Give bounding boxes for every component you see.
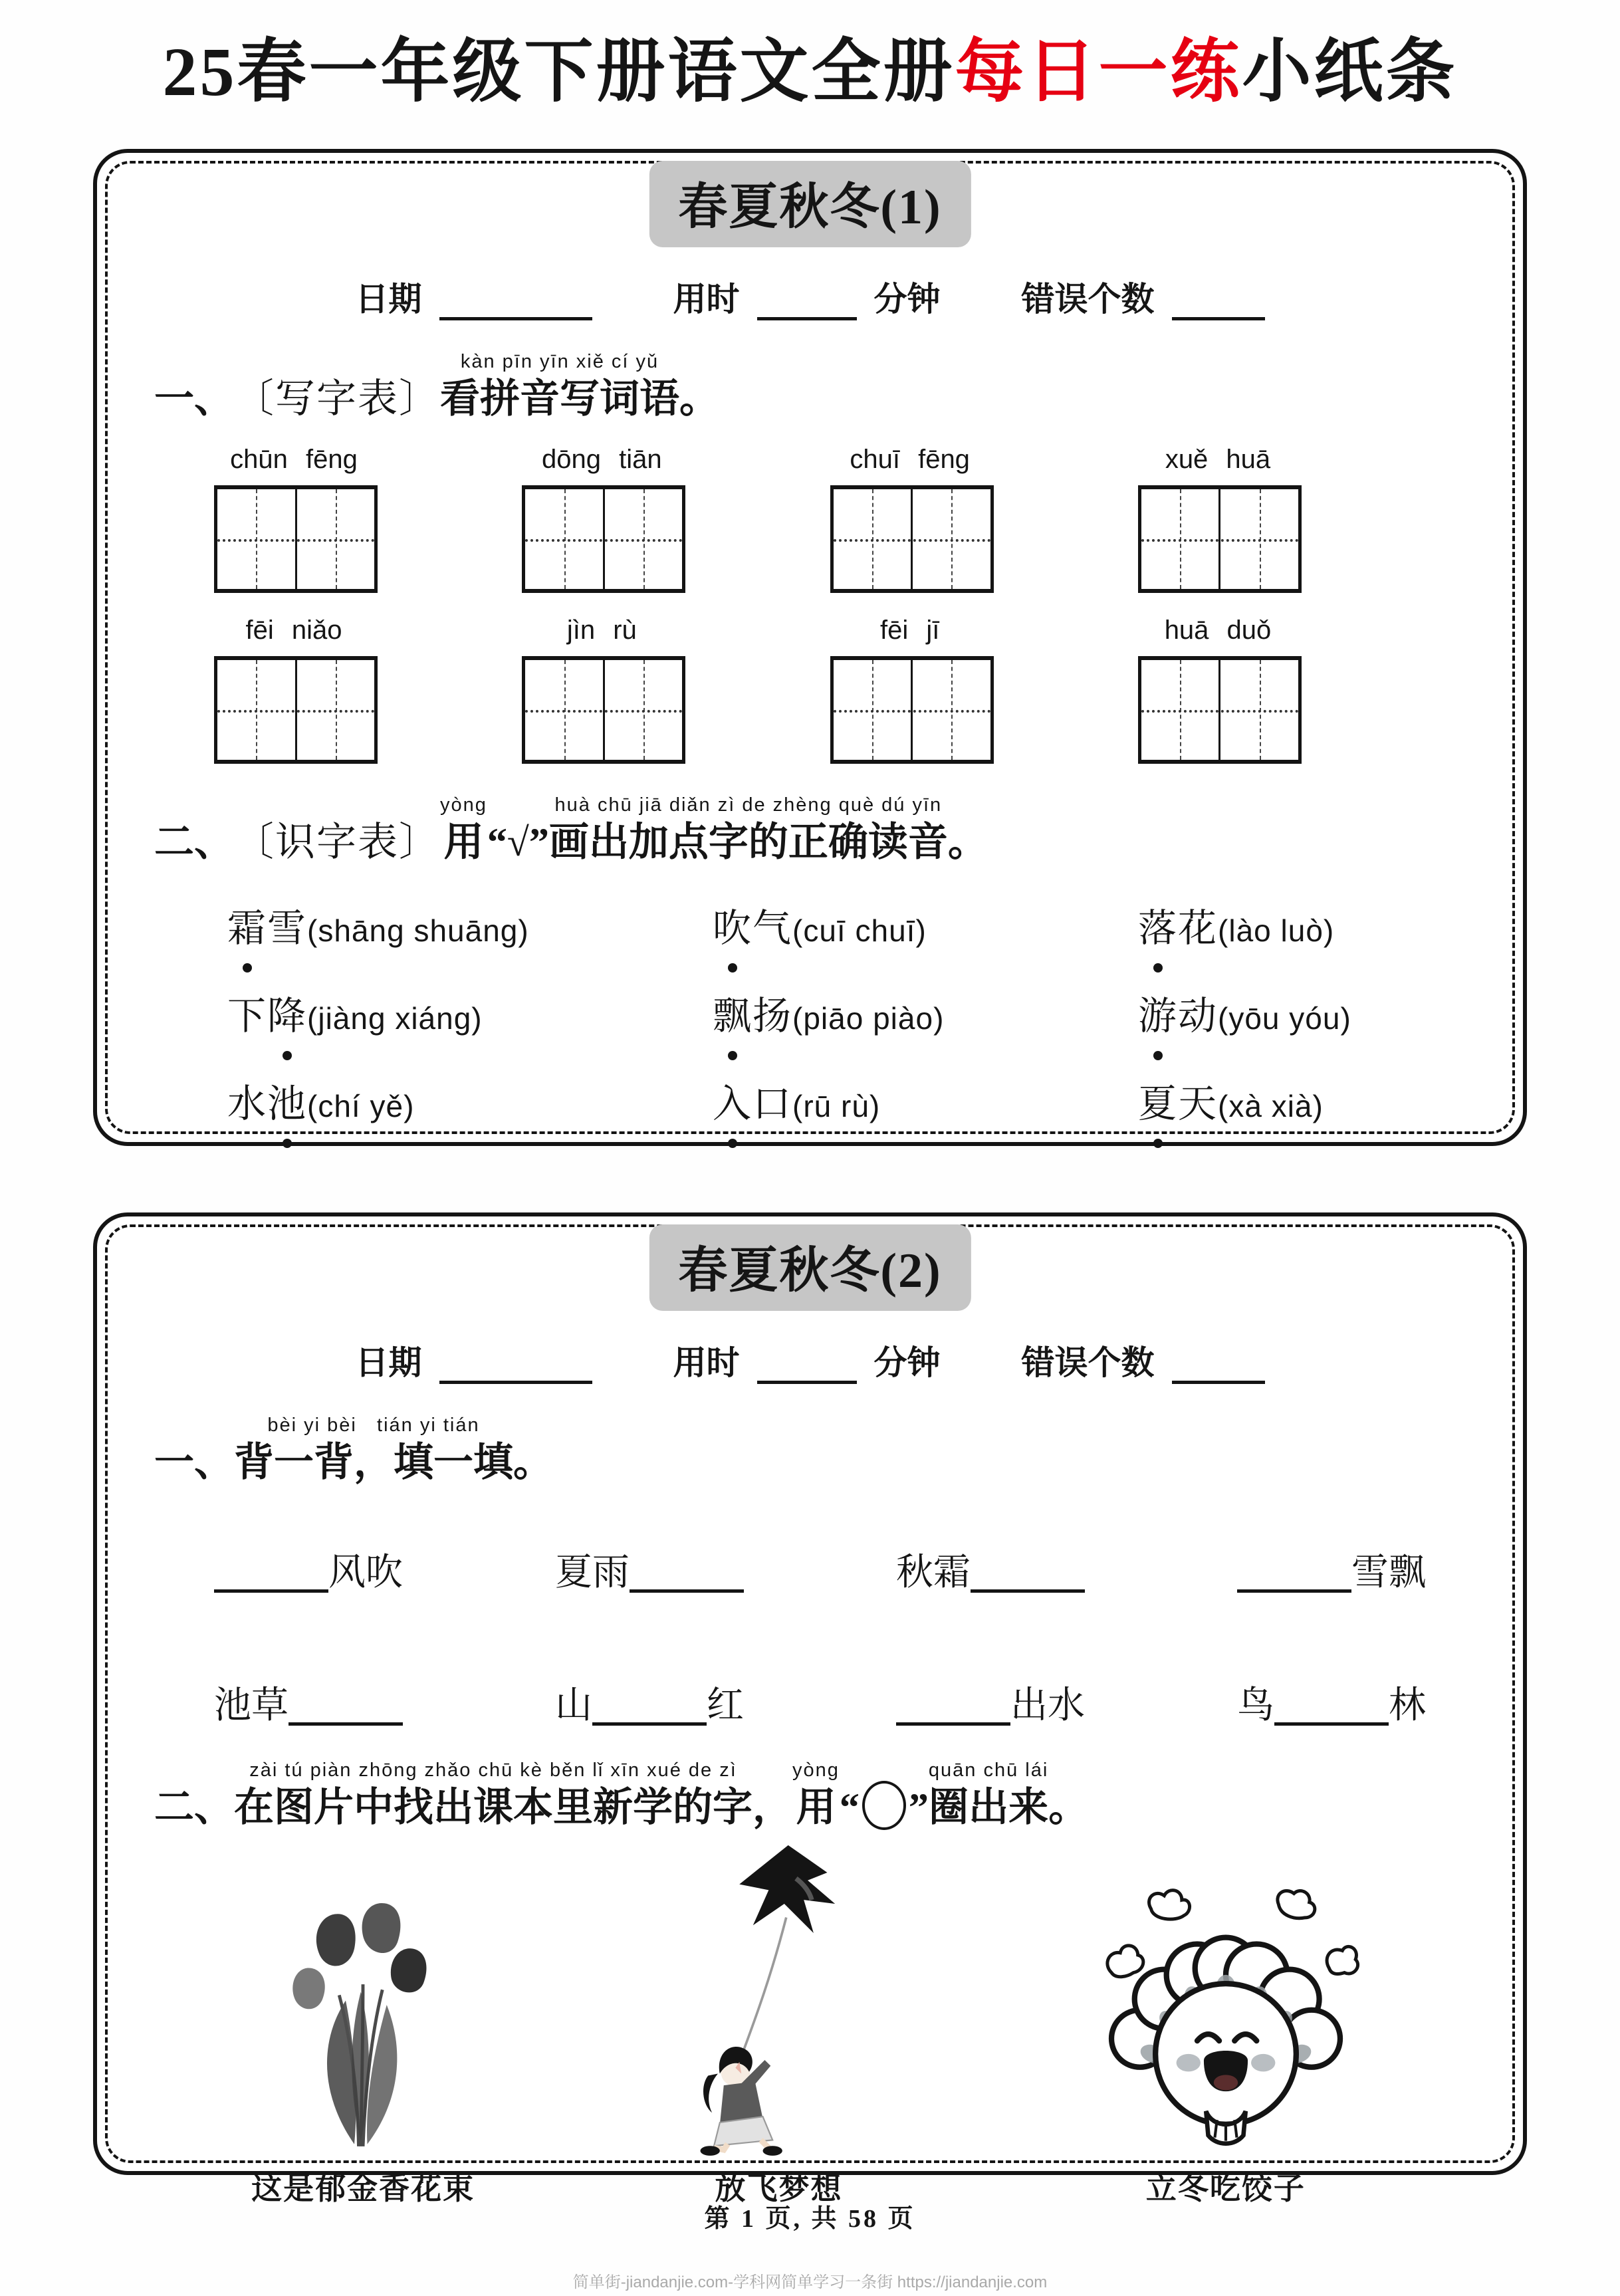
page-title xyxy=(0,0,1620,110)
fill-text: 池草 xyxy=(214,1684,289,1726)
writing-cell[interactable] xyxy=(525,660,603,760)
period: 。 xyxy=(1048,1785,1089,1829)
writing-cell[interactable] xyxy=(295,660,375,760)
figure-caption: 放飞梦想 xyxy=(715,2171,843,2206)
circle-icon xyxy=(862,1781,906,1830)
fill-blank[interactable] xyxy=(896,1716,1010,1726)
writing-box[interactable] xyxy=(214,485,378,593)
heading-with-pinyin xyxy=(234,1416,513,1485)
writing-cell[interactable] xyxy=(1218,489,1298,589)
fill-group xyxy=(214,1676,403,1729)
pinyin-annotation: yòng xyxy=(792,1759,840,1781)
fill-group xyxy=(1237,1543,1426,1596)
heading-with-pinyin xyxy=(792,1761,840,1830)
fill-text: 秋霜 xyxy=(896,1551,971,1593)
exercise-card-1 xyxy=(93,149,1527,1146)
word-row-2 xyxy=(227,984,1466,1040)
word-choice-item xyxy=(1138,1072,1466,1128)
figure-tulip xyxy=(251,1893,475,2208)
quote-open: “ xyxy=(839,1785,860,1829)
pinyin-options: (xà xià) xyxy=(1218,1088,1324,1123)
word-choice-item xyxy=(713,984,1138,1040)
writing-box[interactable] xyxy=(214,656,378,764)
card2-section-2-heading xyxy=(154,1761,1466,1830)
fill-blank[interactable] xyxy=(1237,1583,1351,1593)
comma: ， xyxy=(752,1785,792,1829)
word-char: 下 xyxy=(227,994,268,1038)
pinyin-grid-unit xyxy=(522,445,681,593)
pinyin-label: jìn rù xyxy=(566,615,637,645)
period: 。 xyxy=(513,1440,553,1485)
heading-with-pinyin xyxy=(440,796,487,865)
pinyin-annotation: huà chū jiā diǎn zì de zhèng què dú yīn xyxy=(554,794,943,816)
card2-section-1-heading xyxy=(154,1416,1466,1485)
heading-text: 用 xyxy=(796,1785,836,1829)
kite-girl-illustration xyxy=(669,1839,888,2152)
figure-caption: 立冬吃饺子 xyxy=(1145,2171,1306,2206)
fill-text: 夏雨 xyxy=(555,1551,630,1593)
pinyin-annotation: bèi yi bèi tián yi tián xyxy=(267,1415,480,1436)
writing-box[interactable] xyxy=(1138,656,1302,764)
word-choice-item xyxy=(713,1072,1138,1128)
writing-cell[interactable] xyxy=(217,489,295,589)
word-char: 扬 xyxy=(752,994,793,1038)
writing-box[interactable] xyxy=(522,485,685,593)
heading-with-pinyin xyxy=(234,1761,752,1830)
pinyin-label: fēi niǎo xyxy=(245,615,342,645)
word-char: 入 xyxy=(713,1072,752,1128)
fill-text: 林 xyxy=(1389,1684,1426,1726)
page-title-post: 小纸条 xyxy=(1242,34,1458,110)
meta-line-1 xyxy=(154,273,1466,320)
writing-cell[interactable] xyxy=(834,660,911,760)
word-char: 花 xyxy=(1178,906,1218,950)
pinyin-options: (piāo piào) xyxy=(792,1000,945,1036)
card-2-title-tab: 春夏秋冬(2) xyxy=(649,1224,971,1311)
fill-group xyxy=(1237,1676,1426,1729)
errors-label: 错误个数 xyxy=(1021,1344,1155,1382)
word-char: 落 xyxy=(1138,897,1178,953)
date-blank[interactable] xyxy=(439,1374,592,1384)
date-label: 日期 xyxy=(355,1344,422,1382)
time-label: 用时 xyxy=(673,281,740,318)
watermark-text: 简单街-jiandanjie.com-学科网简单学习一条街 https://jiandanjie.com xyxy=(572,2273,1048,2292)
heading-text: 画出加点字的正确读音 xyxy=(548,820,948,864)
figure-kite-girl xyxy=(669,1839,888,2208)
time-label: 用时 xyxy=(673,1344,740,1382)
fill-text: 雪飘 xyxy=(1351,1551,1426,1593)
pinyin-options: (chí yě) xyxy=(307,1088,415,1123)
word-choice-item xyxy=(227,984,713,1040)
word-row-3 xyxy=(227,1072,1466,1128)
word-char: 气 xyxy=(752,906,793,950)
word-char: 游 xyxy=(1138,984,1178,1040)
pinyin-grid-unit xyxy=(522,616,681,764)
fill-blank[interactable] xyxy=(971,1583,1085,1593)
writing-box[interactable] xyxy=(1138,485,1302,593)
quote-close: ” xyxy=(908,1785,929,1829)
pinyin-grid-unit xyxy=(1138,445,1298,593)
word-char: 池 xyxy=(267,1072,307,1128)
pinyin-annotation: quān chū lái xyxy=(928,1759,1049,1781)
meta-line-2 xyxy=(154,1336,1466,1384)
heading-text: 用 xyxy=(443,820,484,864)
card1-section-1-heading xyxy=(154,352,1466,421)
card-1-body xyxy=(105,161,1515,1134)
errors-label: 错误个数 xyxy=(1021,281,1155,318)
date-label: 日期 xyxy=(355,281,422,318)
pinyin-grid-row-1 xyxy=(214,445,1298,593)
writing-cell[interactable] xyxy=(911,660,990,760)
word-char: 动 xyxy=(1178,994,1218,1038)
word-choice-item xyxy=(227,897,713,953)
word-char: 降 xyxy=(267,984,307,1040)
fill-text: 风吹 xyxy=(328,1551,403,1593)
fill-text: 红 xyxy=(707,1684,744,1726)
errors-blank[interactable] xyxy=(1172,1374,1265,1384)
pinyin-label: fēi jī xyxy=(879,615,940,645)
date-blank[interactable] xyxy=(439,310,592,320)
heading-with-pinyin xyxy=(549,796,948,865)
pinyin-options: (cuī chuī) xyxy=(792,913,927,948)
section-number: 二、 xyxy=(154,1785,234,1829)
word-text xyxy=(713,907,792,950)
word-choice-item xyxy=(1138,984,1466,1040)
word-row-1 xyxy=(227,897,1466,953)
fill-group xyxy=(896,1676,1085,1729)
pinyin-grid-unit xyxy=(214,445,374,593)
errors-blank[interactable] xyxy=(1172,310,1265,320)
word-text xyxy=(713,1082,792,1125)
writing-cell[interactable] xyxy=(525,489,603,589)
page-title-pre: 25春一年级下册语文全册 xyxy=(162,34,955,110)
pinyin-options: (yōu yóu) xyxy=(1218,1000,1351,1036)
heading-text: 圈出来 xyxy=(929,1785,1049,1829)
pinyin-label: xuě huā xyxy=(1165,444,1271,474)
page-number: 第 1 页, 共 58 页 xyxy=(704,2205,916,2234)
writing-cell[interactable] xyxy=(1141,489,1219,589)
section-number: 一、 xyxy=(154,377,234,421)
card1-section-2-heading xyxy=(154,796,1466,865)
pinyin-label: huā duǒ xyxy=(1164,615,1272,645)
word-char: 雪 xyxy=(267,906,308,950)
fill-blank[interactable] xyxy=(289,1716,403,1726)
fill-group xyxy=(555,1543,744,1596)
section-number: 一、 xyxy=(154,1440,234,1485)
minutes-label: 分钟 xyxy=(873,1344,941,1382)
pinyin-annotation: kàn pīn yīn xiě cí yǔ xyxy=(460,351,659,373)
word-text xyxy=(227,1082,307,1125)
heading-text: 在图片中找出课本里新学的字 xyxy=(234,1785,752,1829)
heading-text: 背一背，填一填 xyxy=(234,1440,513,1485)
minutes-label: 分钟 xyxy=(873,281,941,318)
writing-cell[interactable] xyxy=(911,489,990,589)
word-char: 夏 xyxy=(1138,1072,1178,1128)
lion-dumpling-illustration xyxy=(1083,1886,1369,2152)
writing-cell[interactable] xyxy=(834,489,911,589)
fill-text: 鸟 xyxy=(1237,1684,1274,1726)
word-char: 飘 xyxy=(713,984,752,1040)
fill-line-1 xyxy=(214,1543,1426,1596)
word-text xyxy=(1138,1082,1218,1125)
writing-cell[interactable] xyxy=(1141,660,1219,760)
word-choice-item xyxy=(713,897,1138,953)
word-choice-item xyxy=(1138,897,1466,953)
time-blank[interactable] xyxy=(757,1374,857,1384)
writing-cell[interactable] xyxy=(217,660,295,760)
word-text xyxy=(1138,907,1218,950)
fill-text: 出水 xyxy=(1010,1684,1085,1726)
pinyin-grid-unit xyxy=(830,445,990,593)
pinyin-options: (lào luò) xyxy=(1218,913,1335,948)
exercise-card-2 xyxy=(93,1212,1527,2206)
writing-cell[interactable] xyxy=(295,489,375,589)
word-choice-item xyxy=(227,1072,713,1128)
pinyin-options: (jiàng xiáng) xyxy=(307,1000,483,1036)
fill-group xyxy=(555,1676,744,1729)
tulip-bouquet-illustration xyxy=(253,1893,473,2152)
figures-row xyxy=(154,1839,1466,2208)
page-title-highlight: 每日一练 xyxy=(955,34,1242,110)
fill-blank[interactable] xyxy=(1274,1716,1389,1726)
heading-text: 看拼音写词语 xyxy=(440,377,679,421)
heading-with-pinyin xyxy=(929,1761,1048,1830)
writing-cell[interactable] xyxy=(603,660,683,760)
fill-group xyxy=(896,1543,1085,1596)
word-text xyxy=(1138,994,1218,1038)
figure-lion-dumpling xyxy=(1083,1886,1369,2208)
pinyin-options: (rū rù) xyxy=(792,1088,881,1123)
section-tag: 〔识字表〕 xyxy=(234,820,440,864)
word-char: 水 xyxy=(227,1082,268,1125)
fill-group xyxy=(214,1543,403,1596)
word-text xyxy=(713,994,792,1038)
writing-box[interactable] xyxy=(830,656,994,764)
word-char: 口 xyxy=(752,1082,793,1125)
pinyin-annotation: yòng xyxy=(440,794,487,816)
writing-box[interactable] xyxy=(522,656,685,764)
word-char: 吹 xyxy=(713,897,752,953)
pinyin-annotation: zài tú piàn zhōng zhǎo chū kè běn lǐ xīn xué de zì xyxy=(249,1759,737,1781)
check-mark-quoted: “√” xyxy=(487,820,549,864)
section-number: 二、 xyxy=(154,820,234,864)
word-char: 霜 xyxy=(227,897,267,953)
pinyin-options: (shāng shuāng) xyxy=(307,913,529,948)
word-text xyxy=(227,907,307,950)
fill-blank[interactable] xyxy=(630,1583,744,1593)
time-blank[interactable] xyxy=(757,310,857,320)
word-char: 天 xyxy=(1178,1082,1218,1125)
heading-with-pinyin xyxy=(440,352,679,421)
pinyin-grid-unit xyxy=(214,616,374,764)
writing-cell[interactable] xyxy=(603,489,683,589)
fill-text: 山 xyxy=(555,1684,592,1726)
period: 。 xyxy=(679,377,719,421)
pinyin-grid-unit xyxy=(830,616,990,764)
pinyin-label: chuī fēng xyxy=(850,444,970,474)
figure-caption: 这是郁金香花束 xyxy=(251,2171,475,2206)
section-tag: 〔写字表〕 xyxy=(234,377,440,421)
pinyin-label: chūn fēng xyxy=(230,444,358,474)
pinyin-label: dōng tiān xyxy=(542,444,662,474)
fill-blank[interactable] xyxy=(214,1583,328,1593)
fill-line-2 xyxy=(214,1676,1426,1729)
period: 。 xyxy=(947,820,988,864)
card-2-body xyxy=(105,1224,1515,2206)
pinyin-grid-row-2 xyxy=(214,616,1298,764)
fill-blank[interactable] xyxy=(592,1716,707,1726)
word-text xyxy=(227,994,307,1038)
writing-box[interactable] xyxy=(830,485,994,593)
card-1-title-tab: 春夏秋冬(1) xyxy=(649,161,971,247)
pinyin-grid-unit xyxy=(1138,616,1298,764)
writing-cell[interactable] xyxy=(1218,660,1298,760)
